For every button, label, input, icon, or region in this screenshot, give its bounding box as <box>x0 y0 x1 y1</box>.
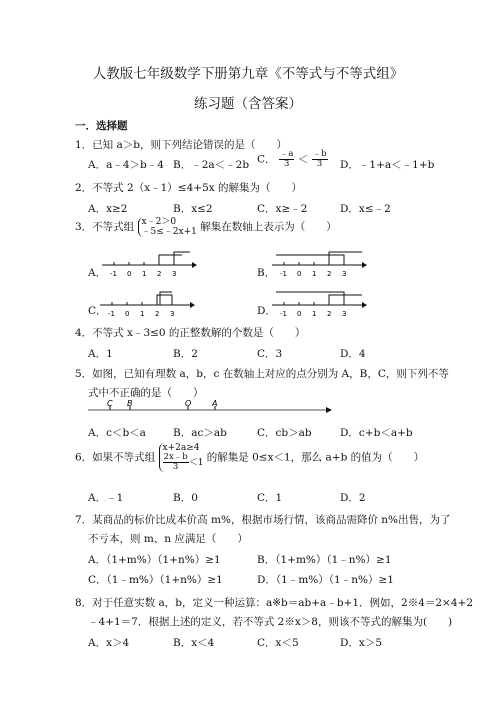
tick-label: -1 <box>110 270 117 278</box>
question-4-option-b: B．2 <box>173 348 198 360</box>
point-c-label: C <box>107 399 113 408</box>
question-8-stem-line2: ﹣4+1＝7．根据上述的定义，若不等式 2※x＞8，则该不等式的解集为( ) <box>88 616 453 628</box>
tick-label: 0 <box>297 270 302 278</box>
question-3-option-c: C． <box>88 305 107 317</box>
tick-label: 3 <box>342 270 347 278</box>
section-heading: 一．选择题 <box>75 120 128 132</box>
point-b-label: B <box>127 399 133 408</box>
question-8-option-c: C．x＜5 <box>257 637 299 649</box>
tick-label: 1 <box>312 310 317 318</box>
question-7-option-c: C．（1﹣m%）（1+n%）≥1 <box>88 574 223 586</box>
tick-label: 2 <box>327 270 332 278</box>
tick-label: 1 <box>312 270 317 278</box>
question-4-stem: 4．不等式 x﹣3≤0 的正整数解的个数是（ ） <box>75 327 306 339</box>
tick-label: 0 <box>127 270 132 278</box>
document-title: 人教版七年级数学下册第九章《不等式与不等式组》 <box>92 66 404 82</box>
question-3-stem: 3．不等式组 x﹣2＞0 ﹣5≤﹣2x+1 解集在数轴上表示为（ ） <box>75 217 337 237</box>
question-4-option-a: A．1 <box>88 348 113 360</box>
inequality-system: x+2a≥4 $\frac{2x﹣b}{3}$ ＜1 <box>159 443 204 472</box>
inequality-system: x﹣2＞0 ﹣5≤﹣2x+1 <box>138 217 197 237</box>
question-5-option-c: C．cb＞ab <box>257 427 312 439</box>
point-o-label: O <box>185 399 192 408</box>
tick-label: 2 <box>157 270 162 278</box>
tick-label: 1 <box>140 310 145 318</box>
number-line-b <box>272 250 367 280</box>
question-3-option-d: D． <box>257 305 276 317</box>
question-3-option-b: B． <box>257 267 276 279</box>
tick-label: -1 <box>280 270 287 278</box>
question-6-stem: 6．如果不等式组 x+2a≥4 $\frac{2x﹣b}{3}$ ＜1 的解集是 0≤x＜1，那么 a+b 的值为（ ） <box>75 443 425 472</box>
question-8-option-b: B．x＜4 <box>173 637 215 649</box>
question-3-option-a: A． <box>88 267 107 279</box>
question-2-option-a: A．x≥2 <box>88 203 128 215</box>
question-2-option-d: D．x≤﹣2 <box>340 203 391 215</box>
question-1-stem: 1．已知 a＞b，则下列结论错误的是（ ） <box>75 139 287 151</box>
tick-label: -1 <box>108 310 115 318</box>
question-5-option-a: A．c＜b＜a <box>88 427 146 439</box>
question-5-stem-line1: 5．如图，已知有理数 a，b，c 在数轴上对应的点分别为 A，B，C，则下列不等 <box>75 368 449 380</box>
question-1-option-d: D．﹣1+a＜﹣1+b <box>340 159 435 171</box>
question-7-option-a: A．（1+m%）（1+n%）≥1 <box>88 554 221 566</box>
point-a-label: A <box>212 399 218 408</box>
number-line-a <box>102 250 197 280</box>
question-1-option-b: B．﹣2a＜﹣2b <box>173 159 250 171</box>
tick-label: -1 <box>280 310 287 318</box>
tick-label: 1 <box>142 270 147 278</box>
tick-label: 2 <box>155 310 160 318</box>
question-4-option-c: C．3 <box>257 348 283 360</box>
question-2-option-c: C．x≥﹣2 <box>257 203 308 215</box>
question-2-stem: 2．不等式 2（x﹣1）≤4+5x 的解集为（ ） <box>75 182 303 194</box>
number-line-c <box>100 290 195 320</box>
document-subtitle: 练习题（含答案） <box>194 96 302 112</box>
question-7-option-b: B．（1+m%）（1﹣n%）≥1 <box>257 554 392 566</box>
tick-label: 0 <box>297 310 302 318</box>
tick-label: 3 <box>342 310 347 318</box>
tick-label: 2 <box>327 310 332 318</box>
fraction-neg-a-over-3: $\frac{﹣a}{3}$ <box>279 149 294 169</box>
question-6-option-c: C．1 <box>257 492 283 504</box>
fraction-neg-b-over-3: $\frac{﹣b}{3}$ <box>312 149 327 169</box>
question-5-stem-line2: 式中不正确的是（ ） <box>88 387 204 399</box>
tick-label: 3 <box>172 270 177 278</box>
question-4-option-d: D．4 <box>340 348 366 360</box>
number-line-abc <box>88 398 333 422</box>
tick-label: 3 <box>170 310 175 318</box>
question-8-option-d: D．x＞5 <box>340 637 383 649</box>
question-1-option-c: C． $\frac{﹣a}{3}$ ＜ $\frac{﹣b}{3}$ <box>257 149 327 169</box>
question-2-option-b: B．x≤2 <box>173 203 213 215</box>
question-7-stem-line2: 不亏本，则 m、n 应满足（ ） <box>88 533 248 545</box>
question-6-option-a: A．﹣1 <box>88 492 124 504</box>
question-6-option-b: B．0 <box>173 492 198 504</box>
question-7-stem-line1: 7．某商品的标价比成本价高 m%，根据市场行情，该商品需降价 n%出售，为了 <box>75 514 451 526</box>
question-8-stem-line1: 8．对于任意实数 a，b，定义一种运算：a※b＝ab+a﹣b+1．例如，2※4＝2×4+2 <box>75 597 474 609</box>
tick-label: 0 <box>125 310 130 318</box>
question-5-option-b: B．ac＞ab <box>173 427 227 439</box>
question-5-option-d: D．c+b＜a+b <box>340 427 413 439</box>
question-7-option-d: D．（1﹣m%）（1﹣n%）≥1 <box>257 574 394 586</box>
question-6-option-d: D．2 <box>340 492 366 504</box>
number-line-d <box>272 290 367 320</box>
question-1-option-a: A．a﹣4＞b﹣4 <box>88 159 164 171</box>
question-8-option-a: A．x＞4 <box>88 637 130 649</box>
